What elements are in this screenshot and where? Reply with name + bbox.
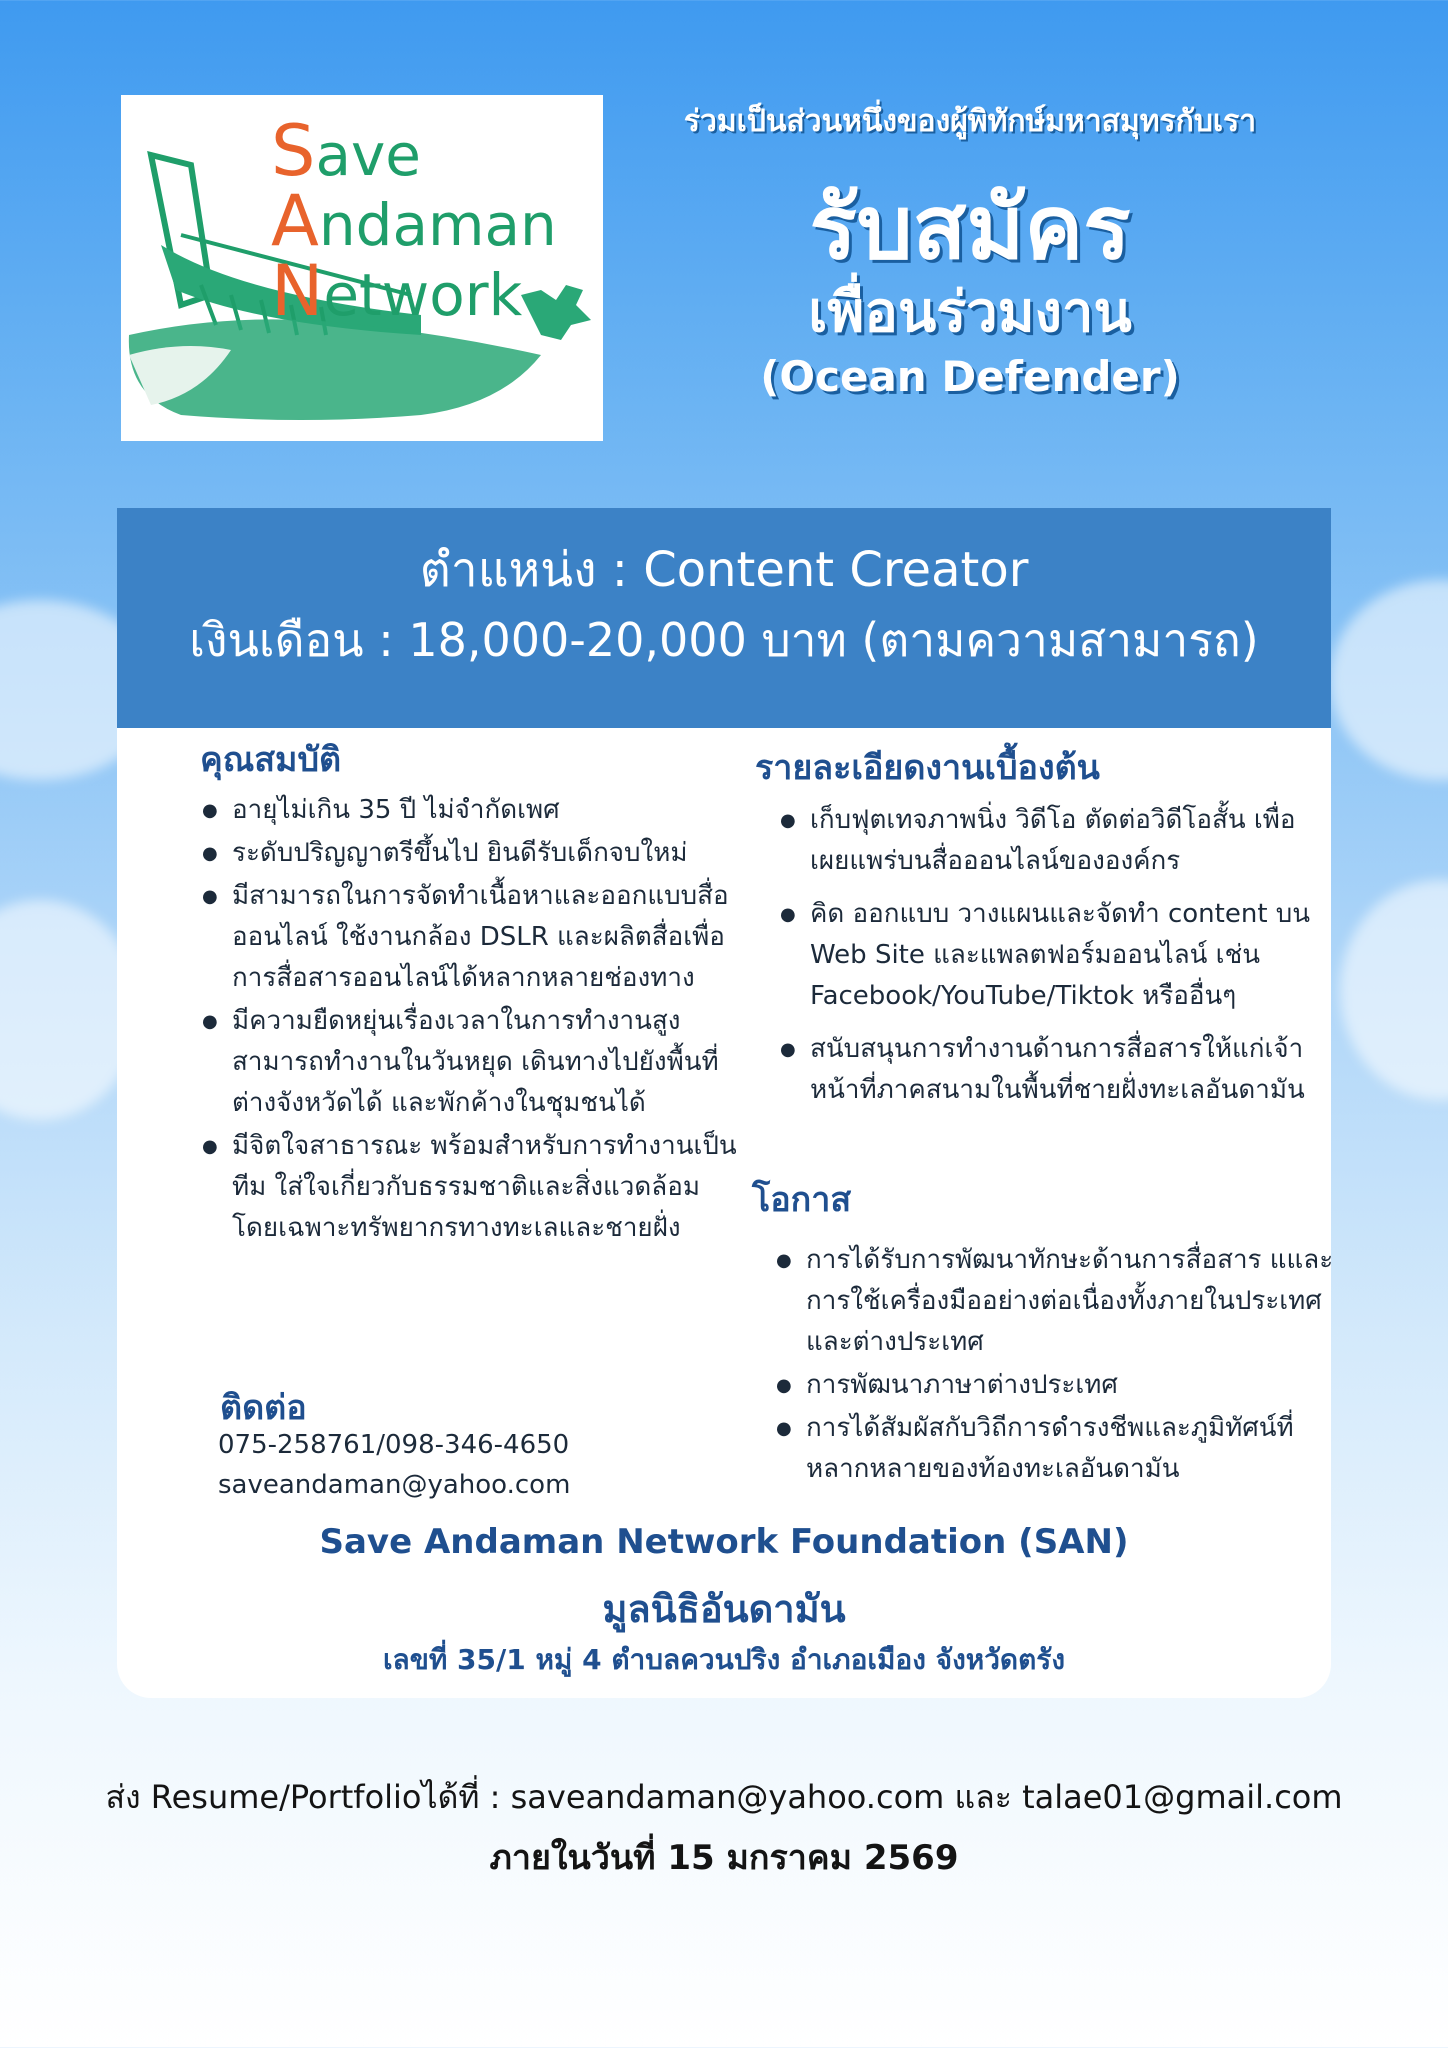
list-item: ● การได้รับการพัฒนาทักษะด้านการสื่อสาร แและการใช้เครื่องมืออย่างต่อเนื่องทั้งภายในประเทศและต่างประเทศ (806, 1240, 1336, 1363)
cloud-decoration (1330, 580, 1448, 780)
list-item: ● การพัฒนาภาษาต่างประเทศ (806, 1365, 1336, 1406)
tagline: ร่วมเป็นส่วนหนึ่งของผู้พิทักษ์มหาสมุทรกับเรา (683, 104, 1257, 139)
contact-phone: 075-258761/098-346-4650 (218, 1430, 570, 1460)
logo-text-line: Save (271, 110, 421, 192)
org-name-en: Save Andaman Network Foundation (SAN) (319, 1522, 1129, 1562)
recruit-heading: รับสมัคร (809, 176, 1131, 279)
org-name-th: มูลนิธิอันดามัน (602, 1587, 846, 1631)
logo-text-line: Andaman (271, 180, 557, 262)
deadline: ภายในวันที่ 15 มกราคม 2569 (489, 1838, 959, 1878)
cloud-decoration (1340, 880, 1448, 1100)
opportunities-heading: โอกาส (752, 1180, 852, 1220)
send-resume-line: ส่ง Resume/Portfolioได้ที่ : saveandaman@yahoo.com และ talae01@gmail.com (105, 1778, 1343, 1816)
qualifications-list (200, 790, 752, 1251)
list-item: ● มีจิตใจสาธารณะ พร้อมสำหรับการทำงานเป็นทีม ใส่ใจเกี่ยวกับธรรมชาติและสิ่งแวดล้อม โดยเฉพาะทรัพยากรทางทะเลและชายฝั่ง (232, 1126, 752, 1249)
list-item: ● มีสามารถในการจัดทำเนื้อหาและออกแบบสื่อออนไลน์ ใช้งานกล้อง DSLR และผลิตสื่อเพื่อการสื่อสารออนไลน์ได้หลากหลายช่องทาง (232, 876, 752, 999)
list-item: ● คิด ออกแบบ วางแผนและจัดทำ content บน Web Site และแพลตฟอร์มออนไลน์ เช่น Facebook/YouTube/Tiktok หรืออื่นๆ (810, 894, 1330, 1017)
position-band (117, 508, 1331, 728)
qualifications-heading: คุณสมบัติ (200, 740, 342, 780)
list-item: ● การได้สัมผัสกับวิถีการดำรงชีพและภูมิทัศน์ที่หลากหลายของท้องทะเลอันดามัน (806, 1408, 1336, 1490)
job-details-list (778, 800, 1330, 1113)
logo (121, 95, 603, 441)
logo-text-line: Network (271, 250, 523, 332)
contact-heading: ติดต่อ (220, 1388, 307, 1428)
position-title: ตำแหน่ง : Content Creator (419, 542, 1029, 598)
contact-email[interactable]: saveandaman@yahoo.com (218, 1470, 571, 1500)
salary-line: เงินเดือน : 18,000-20,000 บาท (ตามความสามารถ) (189, 613, 1259, 667)
opportunities-list (774, 1240, 1336, 1492)
list-item: ● สนับสนุนการทำงานด้านการสื่อสารให้แก่เจ้าหน้าที่ภาคสนามในพื้นที่ชายฝั่งทะเลอันดามัน (810, 1029, 1330, 1111)
list-item: ● มีความยืดหยุ่นเรื่องเวลาในการทำงานสูง สามารถทำงานในวันหยุด เดินทางไปยังพื้นที่ต่างจังหวัดได้ และพักค้างในชุมชนได้ (232, 1001, 752, 1124)
job-details-heading: รายละเอียดงานเบื้องต้น (755, 748, 1100, 788)
list-item: ● เก็บฟุตเทจภาพนิ่ง วิดีโอ ตัดต่อวิดีโอสั้น เพื่อเผยแพร่บนสื่อออนไลน์ขององค์กร (810, 800, 1330, 882)
list-item: ● อายุไม่เกิน 35 ปี ไม่จำกัดเพศ (232, 790, 752, 831)
list-item: ● ระดับปริญญาตรีขึ้นไป ยินดีรับเด็กจบใหม่ (232, 833, 752, 874)
colleague-heading: เพื่อนร่วมงาน (808, 280, 1132, 345)
org-address: เลขที่ 35/1 หมู่ 4 ตำบลควนปริง อำเภอเมือง จังหวัดตรัง (382, 1643, 1066, 1676)
role-english: (Ocean Defender) (760, 352, 1180, 401)
